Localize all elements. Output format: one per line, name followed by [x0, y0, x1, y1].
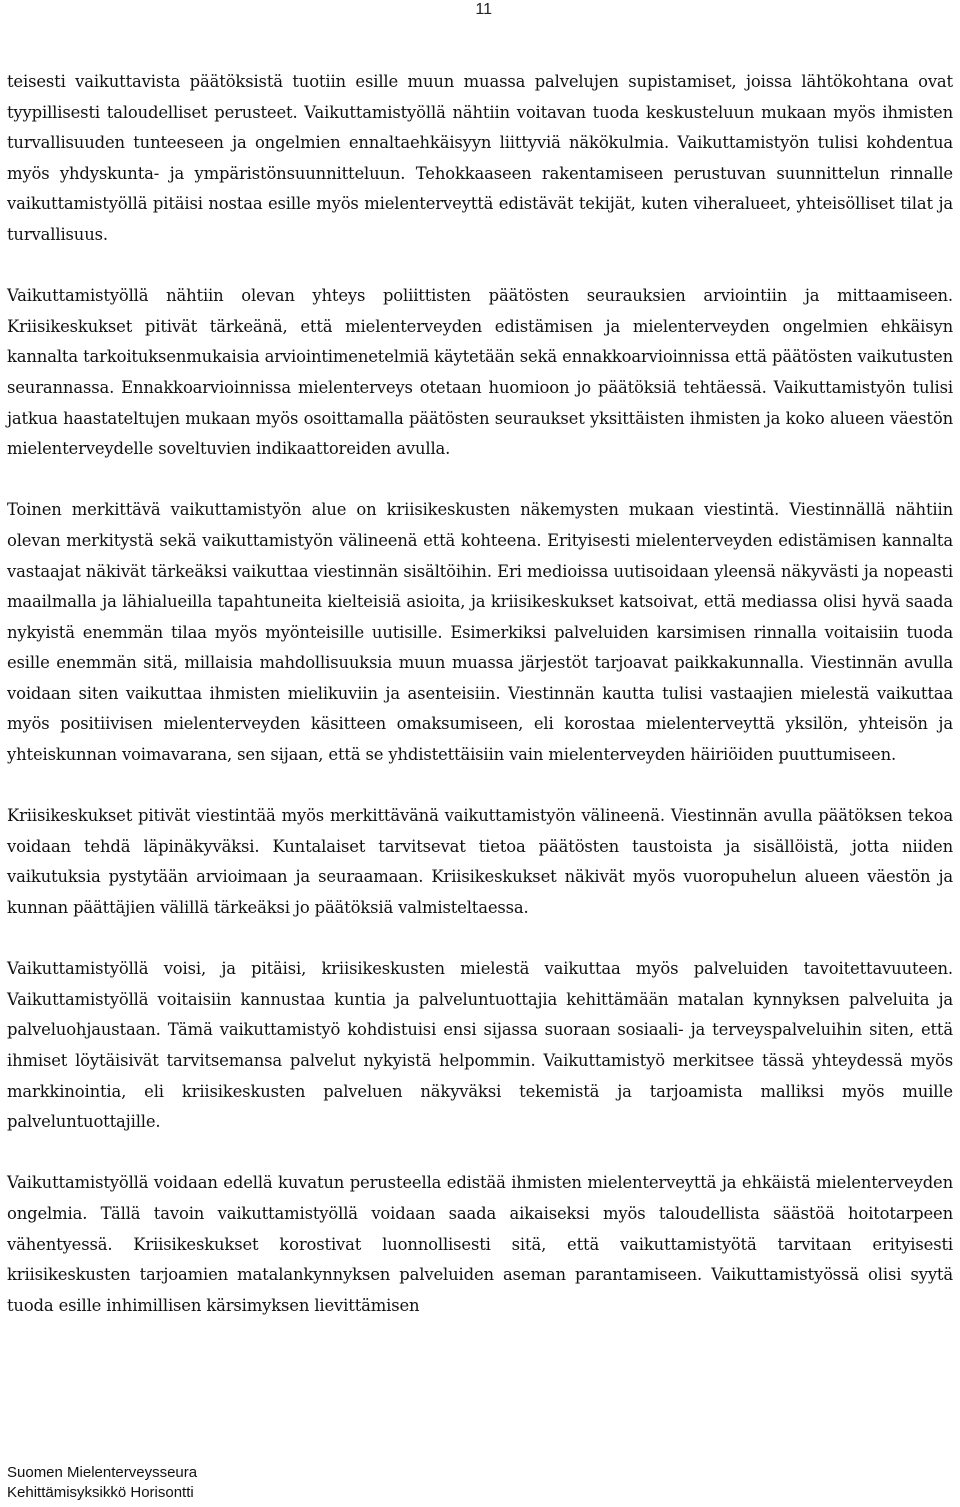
paragraph: Kriisikeskukset pitivät viestintää myös merkittävänä vaikuttamistyön välineenä. Viestinnän avulla päätöksen tekoa voidaan tehdä läpinäkyväksi. Kuntalaiset tarvitsevat tietoa päätösten taustoista ja sisällöistä, jotta niiden vaikutuksia pystytään arvioimaan ja seuraamaan. Kriisikeskukset näkivät myös vuoropuhelun alueen väestön ja kunnan päättäjien välillä tärkeäksi jo päätöksiä valmisteltaessa.	[7, 806, 953, 918]
paragraph: teisesti vaikuttavista päätöksistä tuotiin esille muun muassa palvelujen supistamiset, joissa lähtökohtana ovat tyypillisesti taloudelliset perusteet. Vaikuttamistyöllä nähtiin voitavan tuoda keskusteluun mukaan myös ihmisten turvallisuuden tunteeseen ja ongelmien ennaltaehkäisyyn liittyviä näkökulmia. Vaikuttamistyön tulisi kohdentua myös yhdyskunta- ja ympäristönsuunnitteluun. Tehokkaaseen rakentamiseen perustuvan suunnittelun rinnalle vaikuttamistyöllä pitäisi nostaa esille myös mielenterveyttä edistävät tekijät, kuten viheralueet, yhteisölliset tilat ja turvallisuus.	[7, 72, 953, 244]
paragraph: Vaikuttamistyöllä nähtiin olevan yhteys poliittisten päätösten seurauksien arviointiin ja mittaamiseen. Kriisikeskukset pitivät tärkeänä, että mielenterveyden edistämisen ja mielenterveyden ongelmien ehkäisyn kannalta tarkoituksenmukaisia arviointimenetelmiä käytetään sekä ennakkoarvioinnissa että päätösten vaikutusten seurannassa. Ennakkoarvioinnissa mielenterveys otetaan huomioon jo päätöksiä tehtäessä. Vaikuttamistyön tulisi jatkua haastateltujen mukaan myös osoittamalla päätösten seuraukset yksittäisten ihmisten ja koko alueen väestön mielenterveydelle soveltuvien indikaattoreiden avulla.	[7, 286, 953, 459]
footer-unit: Kehittämisyksikkö Horisontti	[7, 1484, 194, 1501]
paragraph: Vaikuttamistyöllä voidaan edellä kuvatun perusteella edistää ihmisten mielenterveyttä ja ehkäistä mielenterveyden ongelmia. Tällä tavoin vaikuttamistyöllä voidaan saada aikaiseksi myös taloudellista säästöä hoitotarpeen vähentyessä. Kriisikeskukset korostivat luonnollisesti sitä, että vaikuttamistyötä tarvitaan erityisesti kriisikeskusten tarjoamien matalankynnyksen palveluiden aseman parantamiseen. Vaikuttamistyössä olisi syytä tuoda esille inhimillisen kärsimyksen lievittämisen	[7, 1173, 953, 1315]
page-number: 11	[475, 1, 492, 18]
paragraph: Toinen merkittävä vaikuttamistyön alue on kriisikeskusten näkemysten mukaan viestintä. Viestinnällä nähtiin olevan merkitystä sekä vaikuttamistyön välineenä että kohteena. Erityisesti mielenterveyden edistämisen kannalta vastaajat näkivät tärkeäksi vaikuttaa viestinnän sisältöihin. Eri medioissa uutisoidaan yleensä näkyvästi ja nopeasti maailmalla ja lähialueilla tapahtuneita kielteisiä asioita, ja kriisikeskukset katsoivat, että mediassa olisi hyvä saada nykyistä enemmän tilaa myös myönteisille uutisille. Esimerkiksi palveluiden karsimisen rinnalla voitaisiin tuoda esille enemmän sitä, millaisia mahdollisuuksia muun muassa järjestöt tarjoavat paikkakunnalla. Viestinnän avulla voidaan siten vaikuttaa ihmisten mielikuviin ja asenteisiin. Viestinnän kautta tulisi vastaajien mielestä vaikuttaa myös positiivisen mielenterveyden käsitteen omaksumiseen, eli korostaa mielenterveyttä yksilön, yhteisön ja yhteiskunnan voimavarana, sen sijaan, että se yhdistettäisiin vain mielenterveyden häiriöiden puuttumiseen.	[7, 500, 953, 765]
document-body	[7, 67, 953, 1321]
page-footer	[7, 1463, 197, 1503]
paragraph: Vaikuttamistyöllä voisi, ja pitäisi, kriisikeskusten mielestä vaikuttaa myös palveluiden tavoitettavuuteen. Vaikuttamistyöllä voitaisiin kannustaa kuntia ja palveluntuottajia kehittämään matalan kynnyksen palveluita ja palveluohjaustaan. Tämä vaikuttamistyö kohdistuisi ensi sijassa suoraan sosiaali- ja terveyspalveluihin siten, että ihmiset löytäisivät tarvitsemansa palvelut nykyistä helpommin. Vaikuttamistyö merkitsee tässä yhteydessä myös markkinointia, eli kriisikeskusten palveluen näkyväksi tekemistä ja tarjoamista malliksi myös muille palveluntuottajille.	[7, 959, 953, 1132]
footer-organization: Suomen Mielenterveysseura	[7, 1464, 198, 1481]
